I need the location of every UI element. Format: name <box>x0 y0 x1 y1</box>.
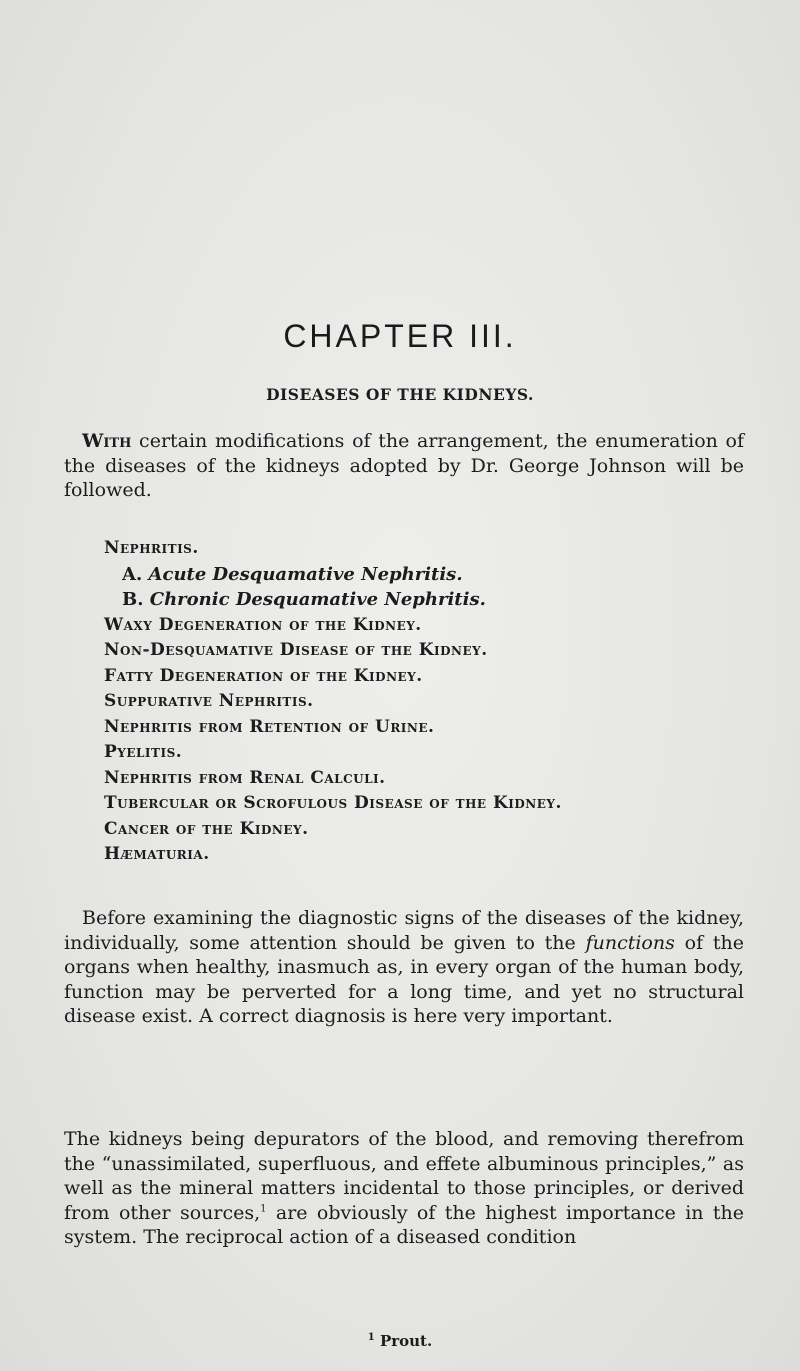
footnote <box>0 1332 800 1350</box>
footnote-mark: 1 <box>367 1332 375 1343</box>
list-subitem-a: A. Acute Desquamative Nephritis. <box>122 563 463 585</box>
paragraph-functions: Before examining the diagnostic signs of the diseases of the kidney, individually, some attention should be given to the functions of the organs when healthy, inasmuch as, in every organ of the human body, function may be perverted for a long time, and yet no structural disease exist. A correct diagnosis is here very important. <box>64 907 744 1027</box>
paragraph-depurators: The kidneys being depurators of the blood, and removing therefrom the “unassimilated, superfluous, and effete albuminous principles,” as well as the mineral matters incidental to those principles, or derived from other sources,$^1$ are obviously of the highest importance in the system. The reciprocal action of a diseased condition <box>64 1128 744 1248</box>
list-subitem-b: B. Chronic Desquamative Nephritis. <box>122 589 486 610</box>
list-item-nephritis: Nephritis. <box>104 538 199 558</box>
chapter-title: CHAPTER III. <box>283 318 517 354</box>
list-item: Nephritis from Retention of Urine. <box>104 716 435 737</box>
list-item: Non-Desquamative Disease of the Kidney. <box>104 640 488 660</box>
list-item: Nephritis from Renal Calculi. <box>104 767 386 788</box>
list-item: Pyelitis. <box>104 742 183 762</box>
intro-paragraph <box>64 429 744 503</box>
disease-list <box>104 536 764 868</box>
section-title: DISEASES OF THE KIDNEYS. <box>266 385 534 404</box>
list-item: Waxy Degeneration of the Kidney. <box>104 614 422 635</box>
intro-first-word: With <box>82 430 132 452</box>
functions-italic: functions <box>585 931 675 954</box>
intro-text: certain modifications of the arrangement, the enumeration of the diseases of the kidneys adopted by Dr. George Johnson will be followed. <box>64 430 744 501</box>
footnote-ref: 1 <box>260 1203 267 1215</box>
list-item: Suppurative Nephritis. <box>104 691 314 711</box>
list-item: Tubercular or Scrofulous Disease of the Kidney. <box>104 793 562 813</box>
list-item: Fatty Degeneration of the Kidney. <box>104 665 423 686</box>
footnote-text: Prout. <box>379 1332 433 1350</box>
list-item: Hæmaturia. <box>104 844 210 864</box>
list-item: Cancer of the Kidney. <box>104 818 309 839</box>
